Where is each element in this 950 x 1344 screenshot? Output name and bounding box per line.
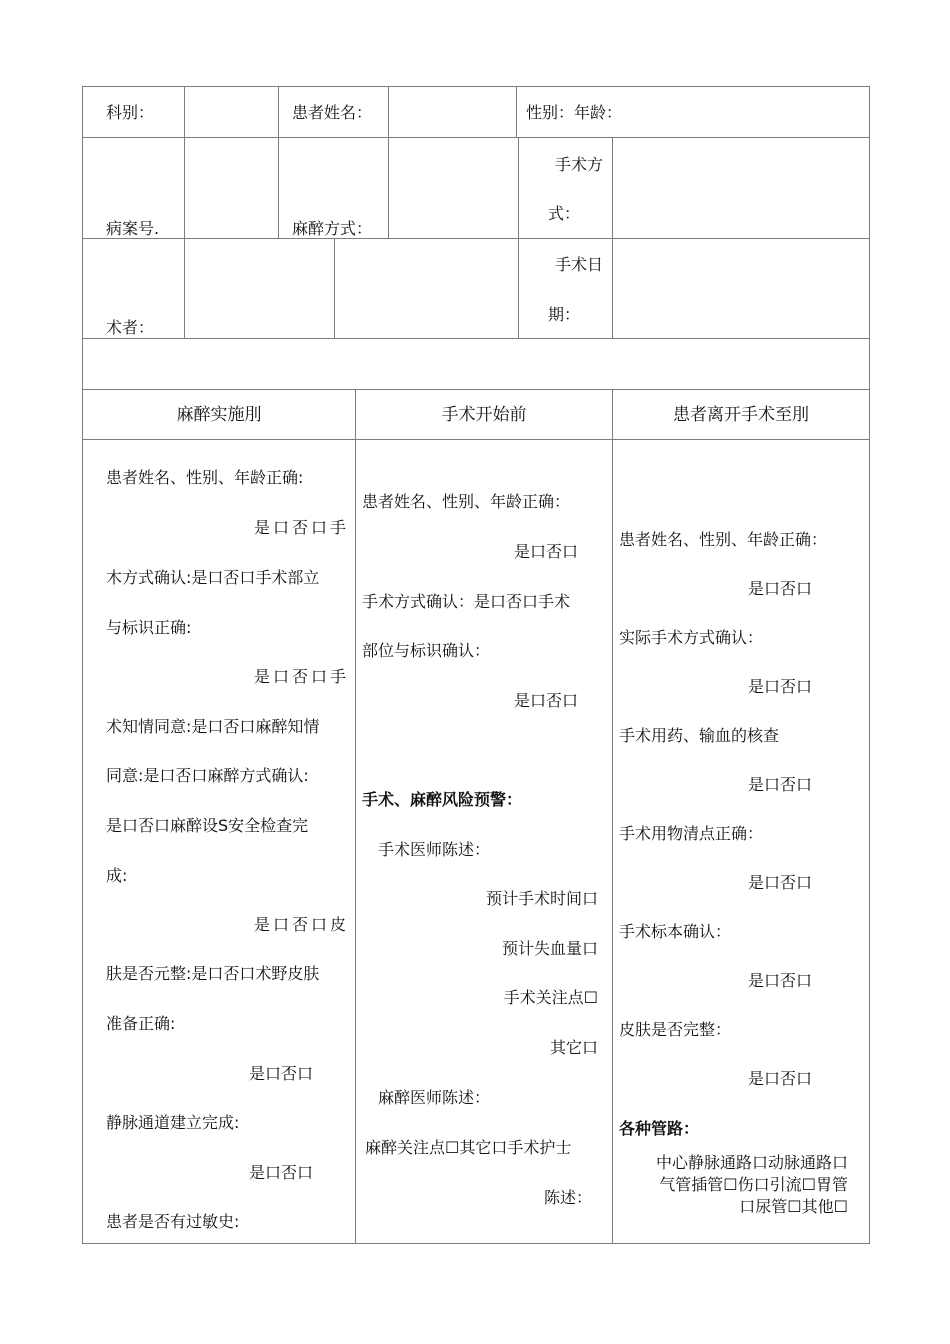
col2-line: 手术关注点☐ [503,988,598,1007]
col1-line: 木方式确认:是口否口手术部立 [106,568,320,587]
col1-title: 麻醉实施刖 [176,405,262,425]
col3-line: 中心静脉通路口动脉通路口 [655,1153,848,1172]
col3-line: 是口否口 [748,775,813,794]
col1-line: 患者姓名、性别、年龄正确: [106,468,304,487]
col3-line: 是口否口 [748,1069,813,1088]
col1-line: 是口否口麻醉设S安全检查完 [106,816,309,835]
col2-title: 手术开始前 [441,405,527,425]
col3-line: 手术用药、输血的核查 [619,726,780,745]
col2-line: 是口否口 [514,691,579,710]
col2-line: 陈述： [543,1188,592,1207]
col2-line: 患者姓名、性别、年龄正确： [362,492,571,511]
col2-line: 预计失血量口 [501,939,598,958]
col3-line: 是口否口 [748,971,813,990]
col1-line: 成: [106,866,128,885]
col1-line: 是口否口 [249,1163,314,1182]
col2-line: 其它口 [549,1038,598,1057]
col2-line: 部位与标识确认： [362,641,491,660]
col3-line: 气管插管☐伤口引流☐胃管 [659,1175,848,1194]
col1-line: 患者是否有过敏史: [106,1212,240,1231]
col2-line: 麻醉关注点☐其它口手术护士 [365,1138,572,1157]
col3-line: 手术标本确认： [619,922,732,941]
col3-line: 是口否口 [748,579,813,598]
col1-line: 术知情同意:是口否口麻醉知情 [106,717,320,736]
surgery-date-label-line1: 手术日 [555,255,604,274]
col3-line: 实际手术方式确认： [619,628,764,647]
col1-line: 是口否口皮 [253,915,349,934]
col3-line: 口尿管☐其他☐ [739,1197,848,1216]
col2-line: 麻醉医师陈述： [378,1088,491,1107]
col1-line: 肤是否元整:是口否口术野皮肤 [106,964,320,983]
col1-line: 静脉通道建立完成: [106,1113,240,1132]
gender-age-label: 性别：年龄： [526,103,623,122]
col3-line: 手术用物清点正确： [619,824,764,843]
anesthesia-method-label: 麻醉方式： [292,219,373,238]
col3-line: 皮肤是否完整： [619,1020,732,1039]
col1-line: 同意:是口否口麻醉方式确认: [106,766,309,785]
col1-line: 与标识正确: [106,618,192,637]
surgery-method-label-line1: 手术方 [555,155,604,174]
surgeon-label: 术者： [106,318,155,337]
col1-line: 是口否口手 [253,667,349,686]
col1-line: 是口否口手 [253,518,349,537]
col2-line: 手术医师陈述： [378,840,491,859]
col3-title: 患者离开手术至刖 [673,405,809,425]
tubes-heading: 各种管路： [619,1119,700,1138]
dept-label: 科别： [106,103,155,122]
col2-line: 是口否口 [514,542,579,561]
surgery-date-label-line2: 期： [548,305,581,324]
surgery-method-label-line2: 式： [548,204,581,223]
risk-warning-heading: 手术、麻醉风险预警： [362,790,523,809]
col2-line: 手术方式确认：是口否口手术 [362,592,571,611]
col3-line: 是口否口 [748,677,813,696]
col1-line: 是口否口 [249,1064,314,1083]
patient-name-label: 患者姓名： [292,103,373,122]
case-number-label: 病案号. [106,219,160,238]
col2-line: 预计手术时间口 [485,889,598,908]
col1-line: 准备正确: [106,1014,176,1033]
col3-line: 患者姓名、性别、年龄正确： [619,530,828,549]
col3-line: 是口否口 [748,873,813,892]
